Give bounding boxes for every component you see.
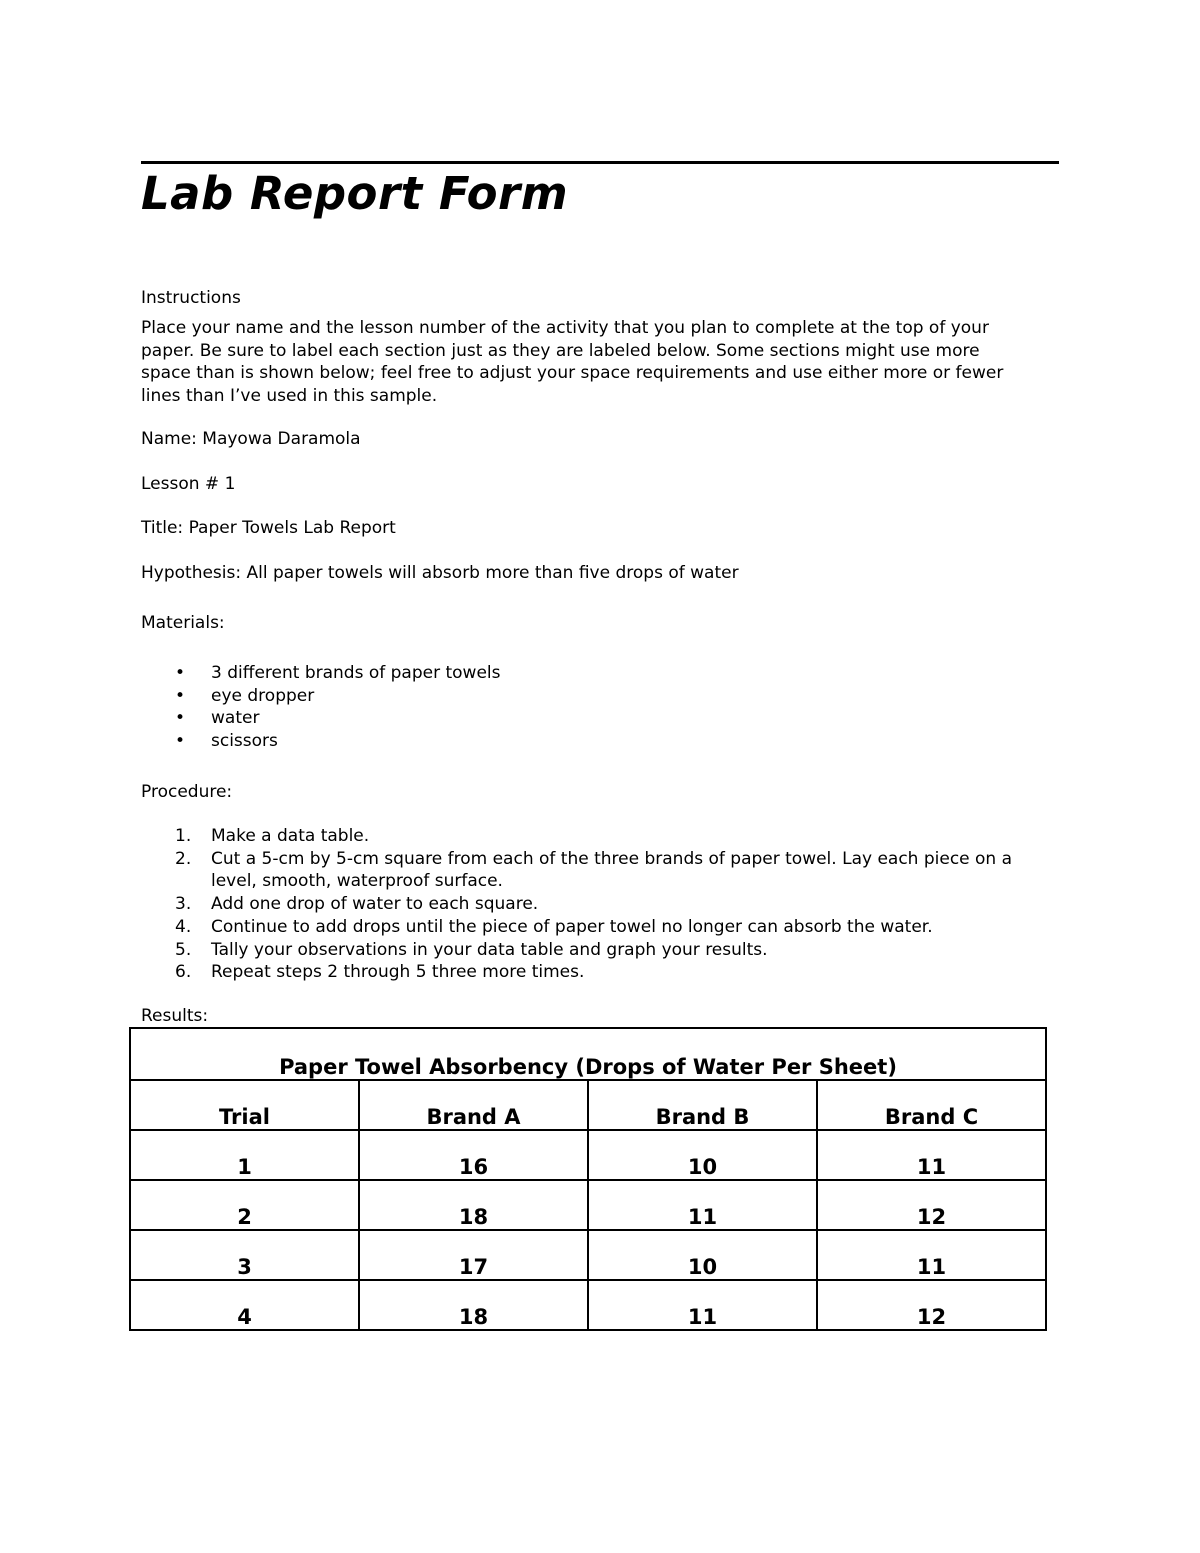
materials-list [141, 662, 501, 753]
table-header-row [130, 1080, 1046, 1130]
name-line: Name: Mayowa Daramola [141, 429, 361, 449]
table-cell: 12 [817, 1180, 1046, 1230]
table-cell: 4 [130, 1280, 359, 1330]
title-rule [141, 161, 1059, 164]
list-item [141, 730, 501, 753]
table-cell: 12 [817, 1280, 1046, 1330]
step-number: 6. [175, 962, 192, 983]
table-cell: 3 [130, 1230, 359, 1280]
list-item [141, 961, 1051, 984]
column-header-brand-a: Brand A [359, 1080, 588, 1130]
list-item [141, 825, 1051, 848]
page-title: Lab Report Form [141, 167, 569, 220]
table-caption-row [130, 1028, 1046, 1080]
material-text: eye dropper [211, 685, 315, 706]
column-header-trial: Trial [130, 1080, 359, 1130]
column-header-brand-b: Brand B [588, 1080, 817, 1130]
table-cell: 11 [817, 1130, 1046, 1180]
list-item [141, 662, 501, 685]
material-text: water [211, 708, 260, 729]
table-cell: 11 [588, 1280, 817, 1330]
lesson-line: Lesson # 1 [141, 474, 236, 494]
table-title: Paper Towel Absorbency (Drops of Water Per Sheet) [130, 1028, 1046, 1080]
table-cell: 18 [359, 1180, 588, 1230]
table-cell: 1 [130, 1130, 359, 1180]
material-text: scissors [211, 731, 278, 752]
procedure-heading: Procedure: [141, 782, 233, 802]
step-text: Cut a 5-cm by 5-cm square from each of the three brands of paper towel. Lay each piece on a [211, 848, 1013, 869]
instructions-paragraph [141, 317, 1041, 408]
table-cell: 17 [359, 1230, 588, 1280]
procedure-list [141, 825, 1051, 984]
table-row [130, 1180, 1046, 1230]
instructions-line: lines than I’ve used in this sample. [141, 386, 438, 407]
table-cell: 16 [359, 1130, 588, 1180]
table-cell: 18 [359, 1280, 588, 1330]
list-item [141, 939, 1051, 962]
step-number: 5. [175, 939, 192, 960]
column-header-brand-c: Brand C [817, 1080, 1046, 1130]
table-cell: 11 [588, 1180, 817, 1230]
title-line: Title: Paper Towels Lab Report [141, 518, 396, 538]
bullet-icon: • [175, 685, 186, 706]
instructions-line: paper. Be sure to label each section just as they are labeled below. Some sections might use more [141, 340, 980, 361]
table-cell: 2 [130, 1180, 359, 1230]
table-cell: 10 [588, 1230, 817, 1280]
instructions-heading: Instructions [141, 288, 241, 308]
hypothesis-line: Hypothesis: All paper towels will absorb more than five drops of water [141, 563, 739, 583]
bullet-icon: • [175, 731, 186, 752]
list-item [141, 848, 1051, 893]
list-item [141, 685, 501, 708]
step-number: 3. [175, 894, 192, 915]
step-text: Repeat steps 2 through 5 three more times. [211, 962, 585, 983]
material-text: 3 different brands of paper towels [211, 663, 501, 683]
list-item [141, 707, 501, 730]
step-text: Make a data table. [211, 826, 370, 846]
table-cell: 11 [817, 1230, 1046, 1280]
table-row [130, 1130, 1046, 1180]
instructions-line: Place your name and the lesson number of the activity that you plan to complete at the top of your [141, 318, 989, 338]
instructions-line: space than is shown below; feel free to adjust your space requirements and use either more or fewer [141, 363, 1004, 384]
step-text: Tally your observations in your data table and graph your results. [211, 939, 768, 960]
results-heading: Results: [141, 1006, 209, 1026]
table-row [130, 1230, 1046, 1280]
table-cell: 10 [588, 1130, 817, 1180]
step-number: 4. [175, 916, 192, 937]
results-table [129, 1027, 1047, 1331]
step-number: 1. [175, 826, 192, 846]
step-text: Add one drop of water to each square. [211, 894, 539, 915]
bullet-icon: • [175, 663, 186, 683]
step-text: Continue to add drops until the piece of paper towel no longer can absorb the water. [211, 916, 933, 937]
materials-heading: Materials: [141, 613, 225, 633]
step-number: 2. [175, 848, 192, 869]
step-text: level, smooth, waterproof surface. [211, 871, 503, 892]
list-item [141, 916, 1051, 939]
bullet-icon: • [175, 708, 186, 729]
table-row [130, 1280, 1046, 1330]
list-item [141, 893, 1051, 916]
